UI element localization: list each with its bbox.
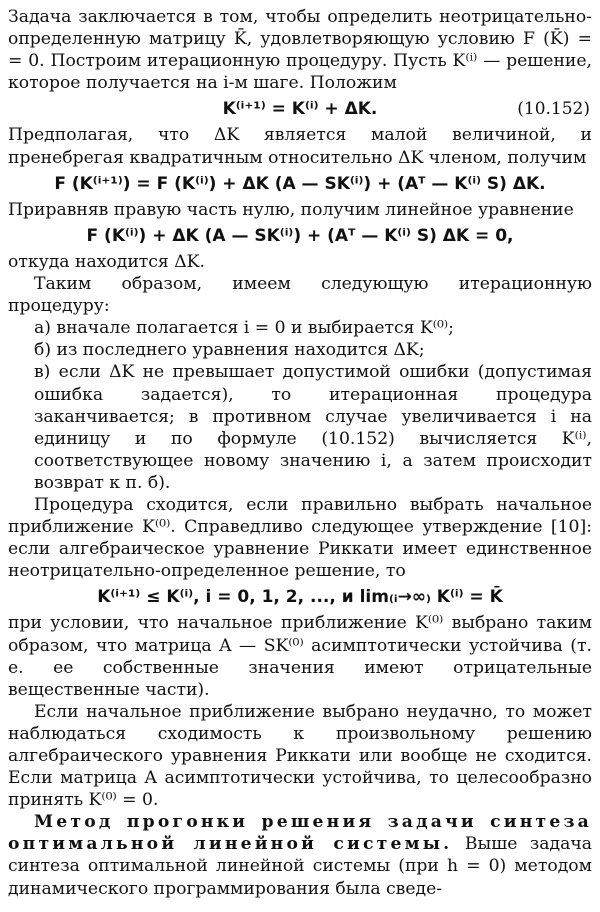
paragraph-convergence: Процедура сходится, если правильно выбрать начальное приближение K⁽⁰⁾. Справедливо следующее утверждение [10]: если алгебраическое уравнение Риккати имеет единственное неотрицательно-определенное решение, то (8, 494, 592, 582)
paragraph-procedure-intro: Таким образом, имеем следующую итерационную процедуру: (8, 274, 592, 317)
equation-linearized (8, 173, 592, 195)
paragraph-bad-initial: Если начальное приближение выбрано неудачно, то может наблюдаться сходимость к произвольному решению алгебраического уравнения Риккати или вообще не сходится. Если матрица A асимптотически устойчива, то целесообразно принять K⁽⁰⁾ = 0. (8, 701, 592, 811)
equation-number: (10.152) (517, 99, 590, 120)
list-item-b: б) из последнего уравнения находится ΔK; (34, 340, 425, 361)
equation-linear-body: F (K⁽ⁱ⁾) + ΔK (A — SK⁽ⁱ⁾) + (Aᵀ — K⁽ⁱ⁾ S) ΔK = 0, (86, 225, 514, 246)
equation-limit-body: K⁽ⁱ⁺¹⁾ ≤ K⁽ⁱ⁾, i = 0, 1, 2, ..., и lim₍ᵢ→∞₎ K⁽ⁱ⁾ = K̄ (97, 587, 503, 608)
paragraph-assumption: Предполагая, что ΔK является малой величиной, и пренебрегая квадратичным относительно ΔK членом, получим (8, 125, 592, 168)
paragraph-delta-k: откуда находится ΔK. (8, 251, 205, 272)
equation-linear (8, 225, 592, 247)
equation-linearized-body: F (K⁽ⁱ⁺¹⁾) = F (K⁽ⁱ⁾) + ΔK (A — SK⁽ⁱ⁾) + (Aᵀ — K⁽ⁱ⁾ S) ΔK. (54, 173, 546, 194)
section-text: Выше задача синтеза оптимальной линейной системы (при h = 0) методом динамического программирования была сведе- (8, 834, 592, 899)
list-item-a: а) вначале полагается i = 0 и выбирается K⁽⁰⁾; (34, 318, 454, 339)
paragraph-sweep-method (8, 811, 592, 899)
paragraph-intro: Задача заключается в том, чтобы определить неотрицательно-определенную матрицу K̄, удовлетворяющую условию F (K̄) = = 0. Построим итерационную процедуру. Пусть K⁽ⁱ⁾ — решение, которое получается на i-м шаге. Положим (8, 7, 592, 94)
list-item-c: в) если ΔK не превышает допустимой ошибки (допустимая ошибка задается), то итерационная процедура заканчивается; в противном случае увеличивается i на единицу и по формуле (10.152) вычисляется K⁽ⁱ⁾, соответствующее новому значению i, а затем происходит возврат к п. б). (34, 362, 592, 493)
paragraph-condition: при условии, что начальное приближение K⁽⁰⁾ выбрано таким образом, что матрица A — SK⁽⁰⁾ асимптотически устойчива (т. е. ее собственные значения имеют отрицательные вещественные части). (8, 613, 592, 700)
paragraph-zero-rhs: Приравняв правую часть нулю, получим линейное уравнение (8, 199, 574, 220)
section-heading: Метод прогонки решения задачи синтеза оптимальной линейной системы. (8, 812, 592, 855)
equation-10-152 (8, 98, 592, 120)
equation-limit (8, 586, 592, 608)
equation-10-152-body: K⁽ⁱ⁺¹⁾ = K⁽ⁱ⁾ + ΔK. (222, 99, 378, 120)
